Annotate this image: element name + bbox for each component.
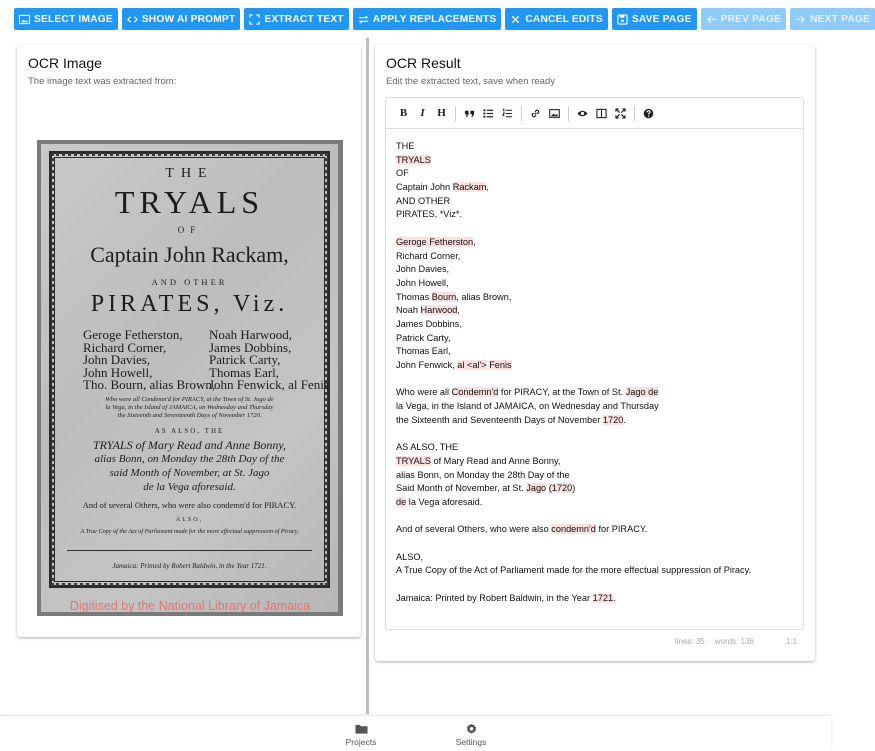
editor-text-area[interactable]: [396, 140, 795, 605]
show-ai-prompt-label: SHOW AI PROMPT: [141, 13, 236, 25]
editor-line[interactable]: [396, 263, 795, 277]
toolbar-separator: [455, 106, 456, 121]
word-count: words: 136: [714, 637, 754, 646]
scan-de-la-vega: de la Vega aforesaid.: [143, 481, 236, 493]
editor-text: la Vega aforesaid.: [406, 496, 483, 507]
editor-line[interactable]: [396, 359, 795, 373]
editor-text: .: [613, 592, 616, 603]
toolbar-separator: [568, 106, 569, 121]
editor-line[interactable]: [396, 140, 795, 154]
editor-line[interactable]: [396, 592, 795, 606]
flagged-word: condemn'd: [551, 524, 596, 535]
editor-text: AS ALSO, THE: [396, 442, 459, 453]
heading-button[interactable]: H: [437, 107, 446, 119]
scan-rule: [67, 550, 312, 551]
editor-text: Noah: [396, 305, 421, 316]
editor-line[interactable]: [396, 564, 795, 578]
editor-line[interactable]: [396, 345, 795, 359]
scan-the: THE: [165, 166, 214, 181]
apply-replacements-button[interactable]: [353, 8, 502, 30]
scan-names-left: Geroge Fetherston, Richard Corner, John Davies, John Howell, Tho. Bourn, alias Brown,: [83, 327, 216, 392]
bold-button[interactable]: B: [399, 107, 408, 119]
bullet-list-button[interactable]: [479, 104, 498, 123]
editor-text: for PIRACY.: [595, 524, 648, 535]
flagged-word: Rackam: [452, 182, 487, 193]
select-image-label: SELECT IMAGE: [34, 13, 113, 25]
ocr-image-card: [17, 45, 361, 637]
flagged-word: TRYALS: [396, 455, 431, 466]
markdown-editor[interactable]: [385, 97, 804, 630]
editor-line[interactable]: [396, 318, 795, 332]
editor-text: John Howell,: [396, 277, 449, 288]
nav-projects[interactable]: [331, 723, 391, 747]
editor-text: Said Month of November, at St.: [396, 483, 527, 494]
save-page-button[interactable]: [612, 8, 697, 30]
scan-tryals-mary: TRYALS of Mary Read and Anne Bonny,: [92, 438, 287, 452]
editor-text: THE: [396, 141, 415, 151]
flagged-word: Geroge Fetherston: [396, 236, 474, 247]
editor-text: , alias Brown,: [456, 291, 512, 302]
scan-pirates: PIRATES, Viz.: [90, 291, 289, 317]
numbered-list-button[interactable]: [498, 104, 517, 123]
scan-also-the: AS ALSO, THE: [154, 427, 225, 435]
editor-line[interactable]: [396, 332, 795, 346]
editor-text: John Davies,: [396, 264, 450, 275]
editor-text: Jamaica: Printed by Robert Baldwin, in the Year: [396, 592, 593, 603]
side-by-side-button[interactable]: [592, 104, 611, 123]
editor-line[interactable]: [396, 250, 795, 264]
eye-icon: [577, 108, 588, 119]
folder-icon: [355, 723, 368, 735]
scan-and-other: AND OTHER: [151, 277, 228, 287]
editor-line[interactable]: [396, 195, 795, 209]
editor-line[interactable]: [396, 373, 795, 387]
scan-paper: [41, 144, 338, 612]
flagged-word: Jago: [526, 483, 547, 494]
editor-line[interactable]: [396, 291, 795, 305]
flagged-word: 1721: [592, 592, 614, 603]
editor-line[interactable]: [396, 578, 795, 592]
editor-line[interactable]: [396, 414, 795, 428]
scan-said-month: said Month of November, at St. Jago: [109, 467, 270, 479]
editor-text: OF: [396, 168, 409, 179]
select-image-button[interactable]: [14, 8, 118, 30]
editor-line[interactable]: [396, 523, 795, 537]
editor-text: la Vega, in the Island of JAMAICA, on Wednesday and Thursday: [396, 401, 659, 412]
editor-statusbar: [675, 637, 797, 646]
editor-text: ): [572, 483, 576, 494]
close-icon: [510, 14, 521, 25]
toolbar-separator: [521, 106, 522, 121]
editor-line[interactable]: [396, 304, 795, 318]
editor-line[interactable]: [396, 154, 795, 168]
arrow-left-icon: [706, 14, 717, 25]
flagged-word: Condemn'd: [451, 387, 499, 398]
prev-page-label: PREV PAGE: [720, 13, 782, 25]
editor-line[interactable]: [396, 537, 795, 551]
nav-settings[interactable]: [441, 723, 501, 747]
scan-of: OF: [177, 225, 202, 235]
editor-text: of Mary Read and Anne Bonny,: [430, 455, 561, 466]
editor-text: John Fenwick,: [396, 360, 458, 370]
scan-captain: Captain John Rackam,: [90, 242, 289, 267]
bullet-list-icon: [483, 108, 494, 119]
scan-several: And of several Others, who were also condemn'd for PIRACY.: [82, 500, 297, 510]
editor-text: Who were all: [396, 387, 452, 398]
nav-settings-label: Settings: [455, 737, 487, 747]
editor-text: James Dobbins,: [396, 318, 462, 329]
scan-para1: Who were all Condemn'd for PIRACY, at the Town of St. Jago de la Vega, in the Island of JAMAICA, on Wednesday and Thursday the Sixteenth and Seventeenth Days of November 1720.: [105, 396, 274, 419]
bottom-navigation: [0, 716, 831, 751]
editor-line[interactable]: [396, 551, 795, 565]
link-icon: [530, 108, 541, 119]
editor-line[interactable]: [396, 441, 795, 455]
flagged-word: 1720: [602, 414, 624, 425]
flagged-word: Jago de: [625, 387, 659, 398]
swap-icon: [358, 14, 369, 25]
editor-text: Captain John: [396, 182, 453, 193]
scan-tryals: TRYALS: [114, 184, 265, 220]
editor-text: A True Copy of the Act of Parliament made for the more effectual suppression of Piracy.: [396, 565, 752, 576]
toolbar-separator: [634, 106, 635, 121]
editor-text: alias Bonn, on Monday the 28th Day of the: [396, 469, 570, 480]
scan-also2: ALSO,: [175, 517, 204, 523]
editor-line[interactable]: [396, 469, 795, 483]
next-page-button[interactable]: [790, 8, 875, 30]
scan-true-copy: A True Copy of the Act of Parliament made for the more effectual suppression of Piracy.: [80, 528, 299, 535]
editor-line[interactable]: [396, 510, 795, 524]
ocr-image-subtitle: The image text was extracted from:: [28, 76, 177, 87]
editor-line[interactable]: [396, 277, 795, 291]
help-icon: [643, 108, 654, 119]
editor-text: And of several Others, who were also: [396, 524, 552, 535]
link-button[interactable]: [526, 104, 545, 123]
fullscreen-button[interactable]: [611, 104, 630, 123]
editor-line[interactable]: [396, 455, 795, 469]
cancel-edits-label: CANCEL EDITS: [525, 13, 603, 25]
prev-page-button[interactable]: [701, 8, 787, 30]
flagged-word: Fenis: [489, 360, 512, 370]
nav-projects-label: Projects: [345, 737, 377, 747]
editor-line[interactable]: [396, 427, 795, 441]
preview-button[interactable]: [573, 104, 592, 123]
scanned-page-image: [37, 140, 343, 616]
save-page-label: SAVE PAGE: [631, 13, 692, 25]
editor-text: Richard Corner,: [396, 250, 461, 261]
editor-text: the Sixteenth and Seventeenth Days of November: [396, 414, 603, 425]
editor-line[interactable]: [396, 400, 795, 414]
panel-resize-handle[interactable]: [366, 38, 369, 714]
scan-names-right: Noah Harwood, James Dobbins, Patrick Carty, Thomas Earl, John Fenwick, al Fenis: [209, 327, 329, 392]
editor-text: ,: [473, 236, 476, 247]
editor-line[interactable]: [396, 482, 795, 496]
insert-image-button[interactable]: [545, 104, 564, 123]
editor-line[interactable]: [396, 496, 795, 510]
editor-text: ,: [486, 182, 489, 193]
scan-printed: Jamaica: Printed by Robert Baldwin, in the Year 1721.: [112, 562, 267, 570]
editor-text: PIRATES, *Viz*.: [396, 209, 463, 220]
image-icon: [19, 14, 30, 25]
apply-replacements-label: APPLY REPLACEMENTS: [372, 13, 497, 25]
flagged-word: al <al'>: [457, 360, 487, 370]
arrow-right-icon: [795, 14, 806, 25]
editor-toolbar: [386, 98, 803, 129]
quote-button[interactable]: [460, 104, 479, 123]
quote-icon: [464, 108, 475, 119]
code-icon: [127, 14, 138, 25]
fullscreen-icon: [615, 108, 626, 119]
flagged-word: Harwood: [420, 305, 458, 316]
flagged-word: Bourn: [431, 291, 457, 302]
cancel-edits-button[interactable]: [505, 8, 608, 30]
editor-line[interactable]: [396, 208, 795, 222]
numbered-list-icon: [502, 108, 513, 119]
editor-text: AND OTHER: [396, 195, 451, 206]
flagged-word: (1720: [548, 483, 573, 494]
image-icon: [549, 108, 560, 119]
show-ai-prompt-button[interactable]: [122, 8, 241, 30]
cursor-position: 1:1: [785, 637, 797, 646]
next-page-label: NEXT PAGE: [810, 13, 871, 25]
extract-text-button[interactable]: [244, 8, 348, 30]
line-count: lines: 35: [674, 637, 705, 646]
editor-line[interactable]: [396, 181, 795, 195]
flagged-word: de: [396, 496, 407, 507]
editor-text: for PIRACY, at the Town of St.: [498, 387, 626, 398]
columns-icon: [596, 108, 607, 119]
save-icon: [617, 14, 628, 25]
editor-line[interactable]: [396, 222, 795, 236]
editor-line[interactable]: [396, 386, 795, 400]
gear-icon: [465, 723, 478, 735]
editor-line[interactable]: [396, 236, 795, 250]
ocr-result-card: [375, 45, 815, 661]
help-button[interactable]: [639, 104, 658, 123]
editor-text: Thomas: [396, 291, 432, 302]
editor-text: Patrick Carty,: [396, 332, 451, 343]
ocr-image-title: OCR Image: [28, 55, 102, 71]
flagged-word: TRYALS: [396, 154, 431, 165]
editor-text: Thomas Earl,: [396, 346, 451, 357]
editor-text: ALSO,: [396, 551, 424, 562]
scan-watermark: Digitised by the National Library of Jamaica: [69, 599, 311, 613]
italic-button[interactable]: I: [420, 107, 425, 119]
scan-alias-bonn: alias Bonn, on Monday the 28th Day of the: [94, 453, 285, 465]
editor-line[interactable]: [396, 167, 795, 181]
editor-text: .: [623, 414, 626, 425]
editor-text: ,: [457, 305, 460, 316]
scan-frame-icon: [249, 14, 260, 25]
main-toolbar: [14, 8, 871, 30]
extract-text-label: EXTRACT TEXT: [264, 13, 344, 25]
ocr-result-subtitle: Edit the extracted text, save when ready: [386, 76, 555, 87]
ocr-result-title: OCR Result: [386, 55, 461, 71]
